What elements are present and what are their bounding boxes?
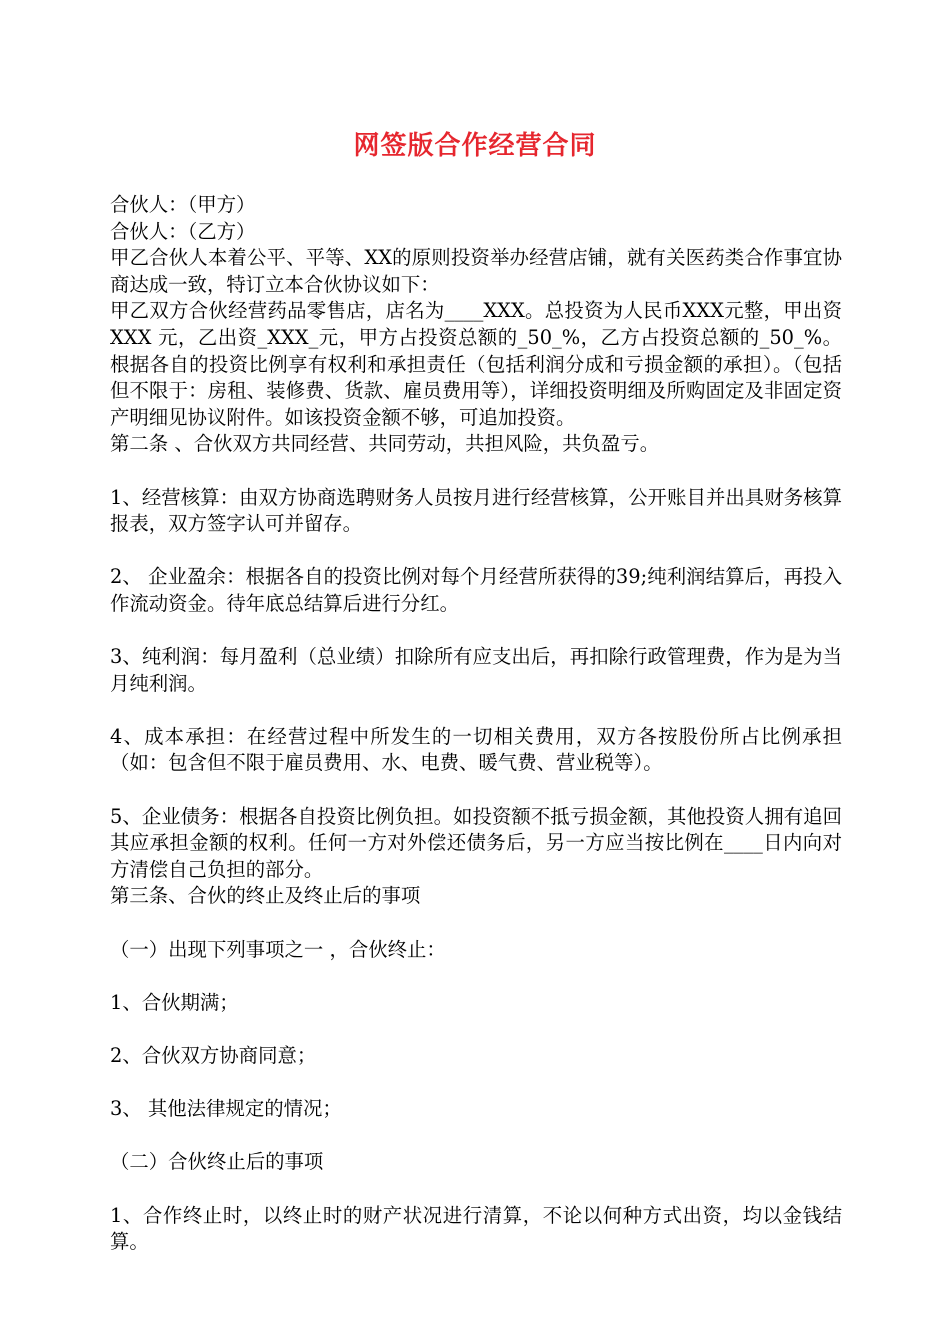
post-termination-item-1: 1、合作终止时，以终止时的财产状况进行清算，不论以何种方式出资，均以金钱结算。 bbox=[110, 1203, 842, 1254]
preamble-paragraph: 甲乙合伙人本着公平、平等、XX的原则投资举办经营店铺，就有关医药类合作事宜协商达成一致，特订立本合伙协议如下： bbox=[110, 246, 842, 296]
spacer bbox=[110, 910, 842, 937]
spacer bbox=[110, 1070, 842, 1097]
clause-accounting: 1、经营核算：由双方协商选聘财务人员按月进行经营核算，公开账目并出具财务核算报表，双方签字认可并留存。 bbox=[110, 485, 842, 536]
termination-item-1: 1、合伙期满； bbox=[110, 990, 239, 1014]
spacer bbox=[110, 458, 842, 485]
termination-item-3: 3、 其他法律规定的情况； bbox=[110, 1097, 342, 1121]
clause-debts: 5、企业债务：根据各自投资比例负担。如投资额不抵亏损金额，其他投资人拥有追回其应承担金额的权利。任何一方对外偿还债务后，另一方应当按比例在____日内向对方清偿自己负担的部分。 bbox=[110, 804, 842, 881]
spacer bbox=[110, 777, 842, 804]
clause-net-profit: 3、纯利润：每月盈利（总业绩）扣除所有应支出后，再扣除行政管理费，作为是为当月纯利润。 bbox=[110, 645, 842, 695]
document-title: 网签版合作经营合同 bbox=[353, 131, 597, 161]
spacer bbox=[110, 963, 842, 990]
spacer bbox=[110, 538, 842, 565]
spacer bbox=[110, 697, 842, 724]
spacer bbox=[110, 618, 842, 645]
spacer bbox=[110, 1016, 842, 1043]
party-b-line: 合伙人：（乙方） bbox=[110, 219, 256, 243]
party-a-line: 合伙人：（甲方） bbox=[110, 193, 256, 216]
investment-paragraph: 甲乙双方合伙经营药品零售店，店名为____XXX。总投资为人民币XXX元整，甲出资XXX 元，乙出资_XXX_元，甲方占投资总额的_50_%，乙方占投资总额的_50_%。根据各自的投资比例享有权利和承担责任（包括利润分成和亏损金额的承担）。（包括但不限于：房租、装修费、货款、雇员费用等），详细投资明细及所购固定及非固定资产明细见协议附件。如该投资金额不够，可追加投资。 bbox=[110, 299, 842, 429]
clause-surplus: 2、 企业盈余：根据各自的投资比例对每个月经营所获得的39;纯利润结算后，再投入作流动资金。待年底总结算后进行分红。 bbox=[110, 565, 842, 615]
clause-cost-sharing: 4、成本承担：在经营过程中所发生的一切相关费用，双方各按股份所占比例承担（如：包含但不限于雇员费用、水、电费、暖气费、营业税等）。 bbox=[110, 724, 842, 775]
article-three-heading: 第三条、合伙的终止及终止后的事项 bbox=[110, 884, 421, 908]
article-two-heading: 第二条 、合伙双方共同经营、共同劳动，共担风险，共负盈亏。 bbox=[110, 432, 660, 456]
post-termination-heading: （二）合伙终止后的事项 bbox=[110, 1150, 324, 1174]
document-body bbox=[110, 192, 842, 1256]
spacer bbox=[110, 1123, 842, 1150]
spacer bbox=[110, 1176, 842, 1203]
termination-item-2: 2、合伙双方协商同意； bbox=[110, 1044, 317, 1067]
termination-conditions-heading: （一）出现下列事项之一 ，合伙终止： bbox=[110, 937, 446, 961]
